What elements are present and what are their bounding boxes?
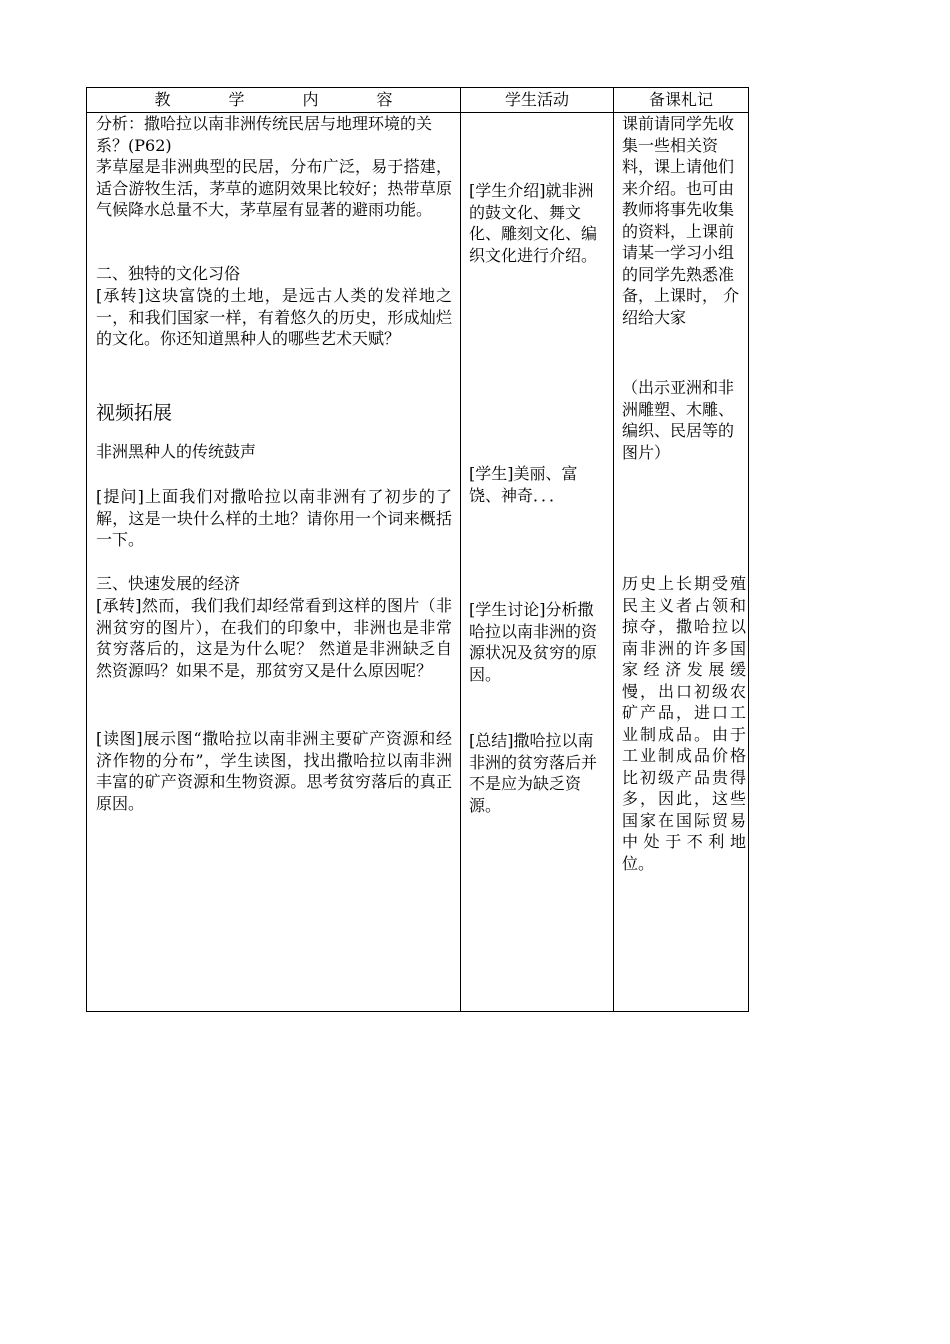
activity-intro: [学生介绍]就非洲的鼓文化、舞文化、雕刻文化、编织文化进行介绍。 [469, 181, 598, 265]
prep-notes-cell [614, 113, 749, 1012]
table-header-row [87, 88, 749, 113]
student-activity-cell [461, 113, 614, 1012]
header-prep-notes: 备课札记 [614, 88, 749, 113]
lesson-plan-table [86, 87, 749, 1012]
notes-images: （出示亚洲和非洲雕塑、木雕、编织、民居等的图片） [622, 378, 735, 462]
header-char: 内 [302, 90, 319, 109]
activity-answer: [学生]美丽、富饶、神奇．．． [469, 464, 578, 505]
activity-summary: [总结]撒哈拉以南非洲的贫穷落后并不是应为缺乏资源。 [469, 731, 598, 815]
header-teaching-content [87, 88, 461, 113]
video-title: 视频拓展 [96, 402, 173, 424]
table-body-row [87, 113, 749, 1012]
transition1-text: [承转]这块富饶的土地，是远古人类的发祥地之一，和我们国家一样，有着悠久的历史，形成灿烂的文化。你还知道黑种人的哪些艺术天赋？ [96, 286, 452, 348]
question-text: [提问]上面我们对撒哈拉以南非洲有了初步的了解，这是一块什么样的土地？请你用一个词来概括一下。 [96, 487, 452, 549]
notes-prep: 课前请同学先收集一些相关资料，课上请他们来介绍。也可由教师将事先收集的资料，上课前请某一学习小组的同学先熟悉准备，上课时， 介绍给大家 [622, 114, 740, 327]
section2-title: 二、独特的文化习俗 [96, 264, 241, 283]
video-item: 非洲黑种人的传统鼓声 [96, 442, 257, 461]
teaching-content-cell [87, 113, 461, 1012]
thatch-text: 茅草屋是非洲典型的民居，分布广泛，易于搭建，适合游牧生活，茅草的遮阴效果比较好；热带草原气候降水总量不大，茅草屋有显著的避雨功能。 [96, 157, 452, 219]
analysis-text: 分析：撒哈拉以南非洲传统民居与地理环境的关系？(P62) [96, 114, 433, 155]
header-char: 容 [376, 90, 393, 109]
notes-history: 历史上长期受殖民主义者占领和掠夺，撒哈拉以南非洲的许多国家经济发展缓慢，出口初级农矿产品，进口工业制成品。由于工业制成品价格比初级产品贵得多，因此，这些国家在国际贸易中处于不利地位。 [622, 574, 746, 873]
read-map-text: [读图]展示图“撒哈拉以南非洲主要矿产资源和经济作物的分布”，学生读图，找出撒哈拉以南非洲丰富的矿产资源和生物资源。思考贫穷落后的真正原因。 [96, 729, 452, 813]
header-char: 教 [154, 90, 171, 109]
header-student-activity: 学生活动 [461, 88, 614, 113]
activity-discuss: [学生讨论]分析撒哈拉以南非洲的资源状况及贫穷的原因。 [469, 600, 598, 684]
transition2-text: [承转]然而，我们我们却经常看到这样的图片（非洲贫穷的图片），在我们的印象中，非洲也是非常贫穷落后的，这是为什么呢？ 然道是非洲缺乏自然资源吗？如果不是，那贫穷又是什么原因呢？ [96, 596, 452, 680]
section3-title: 三、快速发展的经济 [96, 574, 241, 593]
header-char: 学 [228, 90, 245, 109]
